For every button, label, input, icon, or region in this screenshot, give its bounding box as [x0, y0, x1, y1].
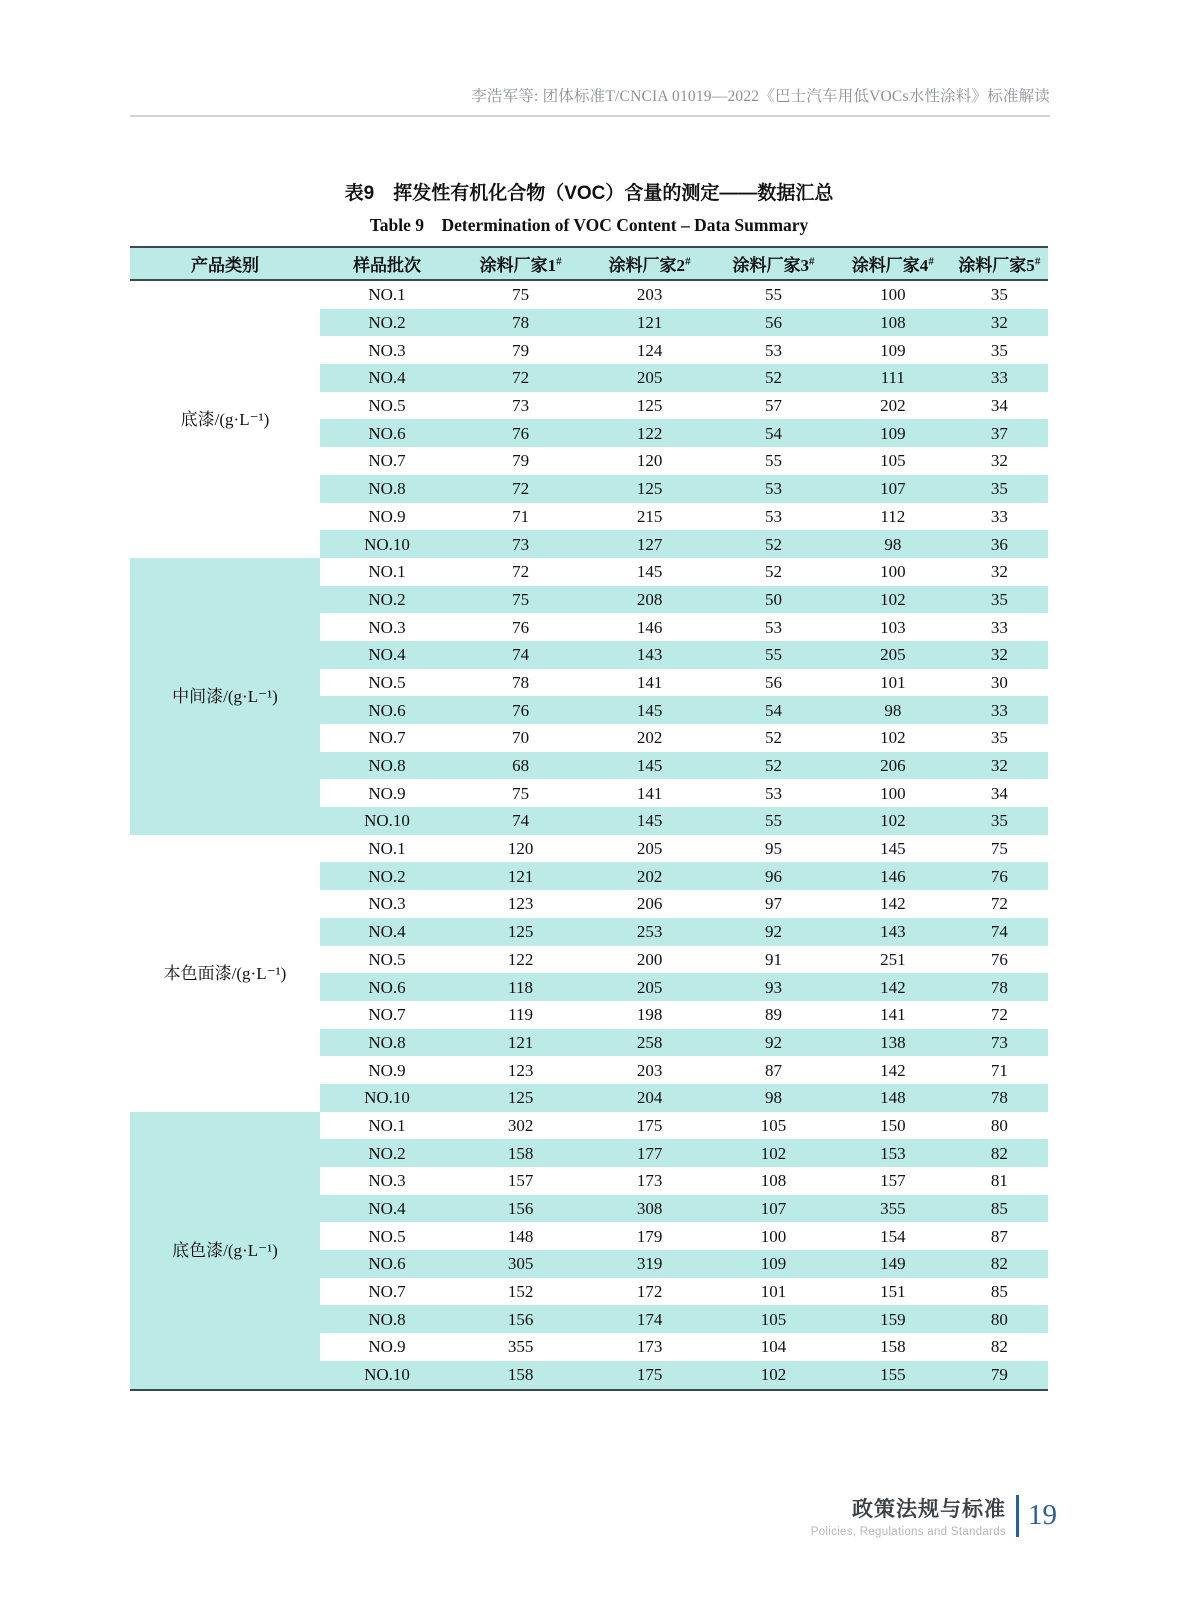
batch-cell: NO.10 [320, 1084, 454, 1112]
value-cell: 101 [760, 1282, 787, 1302]
column-header: 涂料厂家1# [454, 247, 587, 280]
value-cell: 159 [835, 1305, 951, 1333]
value-cell: 55 [764, 451, 782, 471]
value-cell: 121 [587, 309, 712, 337]
value-cell: 173 [636, 1171, 663, 1191]
value-cell: 120 [507, 839, 534, 859]
batch-cell: NO.4 [320, 1195, 454, 1223]
value-cell: 81 [990, 1171, 1008, 1191]
batch-cell: NO.10 [320, 807, 454, 835]
value-cell: 80 [951, 1305, 1048, 1333]
table-row [130, 558, 1048, 586]
value-cell: 198 [636, 1005, 663, 1025]
value-cell: 79 [512, 340, 530, 360]
column-header: 样品批次 [320, 247, 454, 280]
value-cell: 105 [760, 1115, 787, 1135]
value-cell: 85 [990, 1282, 1008, 1302]
value-cell: 100 [880, 783, 906, 803]
batch-cell: NO.5 [368, 396, 406, 416]
value-cell: 111 [835, 364, 951, 392]
batch-cell: NO.2 [320, 309, 454, 337]
value-cell: 107 [835, 475, 951, 503]
batch-cell: NO.5 [368, 1226, 406, 1246]
value-cell: 35 [990, 285, 1008, 305]
value-cell: 149 [835, 1250, 951, 1278]
value-cell: 68 [454, 752, 587, 780]
value-cell: 105 [712, 1305, 835, 1333]
value-cell: 76 [951, 862, 1048, 890]
value-cell: 123 [507, 894, 534, 914]
value-cell: 33 [951, 364, 1048, 392]
value-cell: 32 [951, 641, 1048, 669]
value-cell: 92 [712, 918, 835, 946]
value-cell: 87 [764, 1060, 782, 1080]
value-cell: 109 [712, 1250, 835, 1278]
value-cell: 125 [454, 918, 587, 946]
value-cell: 91 [764, 949, 782, 969]
value-cell: 123 [507, 1060, 534, 1080]
value-cell: 302 [507, 1115, 534, 1135]
value-cell: 74 [454, 641, 587, 669]
value-cell: 158 [454, 1139, 587, 1167]
batch-cell: NO.2 [320, 586, 454, 614]
value-cell: 158 [454, 1361, 587, 1390]
batch-cell: NO.7 [368, 1005, 406, 1025]
batch-cell: NO.8 [320, 752, 454, 780]
batch-cell: NO.9 [368, 1337, 406, 1357]
value-cell: 32 [951, 309, 1048, 337]
value-cell: 253 [587, 918, 712, 946]
category-cell: 底漆/(g·L⁻¹) [130, 280, 320, 558]
value-cell: 52 [764, 562, 782, 582]
value-cell: 73 [512, 396, 530, 416]
batch-cell: NO.7 [368, 1282, 406, 1302]
value-cell: 173 [636, 1337, 663, 1357]
value-cell: 75 [990, 839, 1008, 859]
value-cell: 82 [951, 1139, 1048, 1167]
value-cell: 175 [587, 1361, 712, 1390]
value-cell: 202 [880, 396, 906, 416]
value-cell: 73 [951, 1029, 1048, 1057]
value-cell: 104 [760, 1337, 787, 1357]
value-cell: 52 [712, 530, 835, 558]
value-cell: 146 [835, 862, 951, 890]
table-row [130, 1112, 1048, 1140]
value-cell: 76 [512, 617, 530, 637]
batch-cell: NO.8 [320, 475, 454, 503]
value-cell: 112 [880, 506, 906, 526]
value-cell: 95 [764, 839, 782, 859]
value-cell: 52 [712, 752, 835, 780]
value-cell: 103 [880, 617, 906, 637]
value-cell: 55 [764, 285, 782, 305]
running-title: 李浩军等: 团体标准T/CNCIA 01019—2022《巴士汽车用低VOCs水性涂料》标准解读 [471, 88, 1050, 105]
value-cell: 122 [507, 949, 534, 969]
value-cell: 53 [764, 340, 782, 360]
value-cell: 35 [951, 807, 1048, 835]
value-cell: 151 [880, 1282, 906, 1302]
value-cell: 200 [636, 949, 663, 969]
value-cell: 202 [636, 728, 663, 748]
value-cell: 125 [636, 396, 663, 416]
value-cell: 215 [636, 506, 663, 526]
value-cell: 78 [512, 672, 530, 692]
batch-cell: NO.5 [368, 949, 406, 969]
value-cell: 157 [507, 1171, 534, 1191]
value-cell: 102 [835, 807, 951, 835]
value-cell: 33 [990, 506, 1008, 526]
value-cell: 85 [951, 1195, 1048, 1223]
value-cell: 70 [512, 728, 530, 748]
footer-section-cn: 政策法规与标准 [852, 1498, 1006, 1521]
footer-section [811, 1493, 1006, 1538]
page-number: 19 [1028, 1499, 1057, 1531]
batch-cell: NO.2 [320, 1139, 454, 1167]
value-cell: 76 [454, 419, 587, 447]
value-cell: 204 [587, 1084, 712, 1112]
value-cell: 150 [880, 1115, 906, 1135]
value-cell: 78 [951, 1084, 1048, 1112]
value-cell: 34 [990, 396, 1008, 416]
value-cell: 155 [835, 1361, 951, 1390]
value-cell: 35 [951, 475, 1048, 503]
value-cell: 33 [990, 617, 1008, 637]
value-cell: 35 [951, 586, 1048, 614]
value-cell: 102 [835, 586, 951, 614]
value-cell: 71 [512, 506, 530, 526]
value-cell: 52 [712, 364, 835, 392]
batch-cell: NO.4 [320, 364, 454, 392]
batch-cell: NO.1 [368, 285, 406, 305]
batch-cell: NO.2 [320, 862, 454, 890]
value-cell: 142 [835, 973, 951, 1001]
value-cell: 50 [712, 586, 835, 614]
value-cell: 82 [990, 1337, 1008, 1357]
value-cell: 154 [880, 1226, 906, 1246]
value-cell: 54 [712, 696, 835, 724]
value-cell: 174 [587, 1305, 712, 1333]
value-cell: 141 [636, 672, 663, 692]
value-cell: 53 [764, 506, 782, 526]
value-cell: 93 [712, 973, 835, 1001]
main-content [130, 178, 1048, 1391]
value-cell: 74 [454, 807, 587, 835]
value-cell: 101 [880, 672, 906, 692]
value-cell: 148 [835, 1084, 951, 1112]
footer-section-en: Policies, Regulations and Standards [810, 1526, 1006, 1538]
category-cell: 本色面漆/(g·L⁻¹) [130, 835, 320, 1112]
value-cell: 78 [951, 973, 1048, 1001]
value-cell: 57 [764, 396, 782, 416]
value-cell: 56 [764, 672, 782, 692]
value-cell: 80 [990, 1115, 1008, 1135]
value-cell: 205 [587, 973, 712, 1001]
value-cell: 56 [712, 309, 835, 337]
value-cell: 102 [880, 728, 906, 748]
batch-cell: NO.6 [320, 973, 454, 1001]
value-cell: 73 [454, 530, 587, 558]
batch-cell: NO.1 [368, 1115, 406, 1135]
value-cell: 141 [880, 1005, 906, 1025]
value-cell: 102 [712, 1139, 835, 1167]
value-cell: 142 [880, 1060, 906, 1080]
value-cell: 79 [512, 451, 530, 471]
value-cell: 32 [951, 752, 1048, 780]
page-footer [811, 1493, 1057, 1538]
value-cell: 78 [454, 309, 587, 337]
value-cell: 35 [990, 728, 1008, 748]
value-cell: 145 [636, 562, 663, 582]
value-cell: 109 [880, 340, 906, 360]
batch-cell: NO.9 [368, 783, 406, 803]
batch-cell: NO.9 [368, 506, 406, 526]
value-cell: 52 [764, 728, 782, 748]
table-title-cn: 表9 挥发性有机化合物（VOC）含量的测定——数据汇总 [344, 183, 834, 204]
value-cell: 355 [835, 1195, 951, 1223]
value-cell: 142 [880, 894, 906, 914]
value-cell: 152 [507, 1282, 534, 1302]
batch-cell: NO.10 [320, 1361, 454, 1390]
batch-cell: NO.8 [320, 1029, 454, 1057]
value-cell: 55 [712, 641, 835, 669]
column-header: 涂料厂家3# [712, 247, 835, 280]
value-cell: 92 [712, 1029, 835, 1057]
batch-cell: NO.7 [368, 451, 406, 471]
value-cell: 108 [760, 1171, 787, 1191]
value-cell: 156 [454, 1195, 587, 1223]
value-cell: 157 [880, 1171, 906, 1191]
value-cell: 54 [712, 419, 835, 447]
value-cell: 75 [512, 783, 530, 803]
value-cell: 76 [454, 696, 587, 724]
value-cell: 145 [587, 807, 712, 835]
batch-cell: NO.8 [320, 1305, 454, 1333]
value-cell: 33 [951, 696, 1048, 724]
value-cell: 87 [990, 1226, 1008, 1246]
value-cell: 72 [990, 894, 1008, 914]
value-cell: 120 [636, 451, 663, 471]
value-cell: 206 [636, 894, 663, 914]
value-cell: 203 [636, 285, 663, 305]
table-row [130, 835, 1048, 863]
value-cell: 206 [835, 752, 951, 780]
batch-cell: NO.5 [368, 672, 406, 692]
batch-cell: NO.9 [368, 1060, 406, 1080]
value-cell: 158 [880, 1337, 906, 1357]
value-cell: 96 [712, 862, 835, 890]
value-cell: 145 [587, 752, 712, 780]
value-cell: 148 [507, 1226, 534, 1246]
value-cell: 98 [712, 1084, 835, 1112]
value-cell: 258 [587, 1029, 712, 1057]
value-cell: 146 [636, 617, 663, 637]
batch-cell: NO.7 [368, 728, 406, 748]
batch-cell: NO.3 [368, 1171, 406, 1191]
value-cell: 205 [587, 364, 712, 392]
value-cell: 53 [764, 783, 782, 803]
batch-cell: NO.3 [368, 894, 406, 914]
value-cell: 124 [636, 340, 663, 360]
value-cell: 105 [880, 451, 906, 471]
value-cell: 138 [835, 1029, 951, 1057]
value-cell: 305 [454, 1250, 587, 1278]
value-cell: 127 [587, 530, 712, 558]
value-cell: 100 [880, 562, 906, 582]
value-cell: 76 [990, 949, 1008, 969]
value-cell: 100 [880, 285, 906, 305]
value-cell: 107 [712, 1195, 835, 1223]
value-cell: 108 [835, 309, 951, 337]
value-cell: 74 [951, 918, 1048, 946]
value-cell: 153 [835, 1139, 951, 1167]
value-cell: 72 [990, 1005, 1008, 1025]
value-cell: 72 [454, 475, 587, 503]
value-cell: 71 [990, 1060, 1008, 1080]
value-cell: 89 [764, 1005, 782, 1025]
table-title-en: Table 9 Determination of VOC Content – Data Summary [369, 215, 809, 235]
value-cell: 109 [835, 419, 951, 447]
value-cell: 30 [990, 672, 1008, 692]
batch-cell: NO.4 [320, 641, 454, 669]
value-cell: 53 [712, 475, 835, 503]
column-header: 涂料厂家2# [587, 247, 712, 280]
footer-divider [1016, 1495, 1019, 1537]
value-cell: 82 [951, 1250, 1048, 1278]
category-cell: 底色漆/(g·L⁻¹) [130, 1112, 320, 1390]
value-cell: 75 [454, 586, 587, 614]
value-cell: 37 [951, 419, 1048, 447]
value-cell: 32 [990, 451, 1008, 471]
value-cell: 32 [990, 562, 1008, 582]
batch-cell: NO.6 [320, 696, 454, 724]
value-cell: 319 [587, 1250, 712, 1278]
value-cell: 121 [454, 1029, 587, 1057]
table-body [130, 280, 1048, 1390]
value-cell: 100 [760, 1226, 787, 1246]
value-cell: 119 [508, 1005, 534, 1025]
table-row [130, 280, 1048, 309]
batch-cell: NO.1 [368, 562, 406, 582]
value-cell: 98 [835, 530, 951, 558]
value-cell: 72 [512, 562, 530, 582]
value-cell: 251 [880, 949, 906, 969]
value-cell: 179 [636, 1226, 663, 1246]
column-header: 涂料厂家5# [951, 247, 1048, 280]
batch-cell: NO.1 [368, 839, 406, 859]
batch-cell: NO.4 [320, 918, 454, 946]
value-cell: 205 [636, 839, 663, 859]
batch-cell: NO.6 [320, 419, 454, 447]
value-cell: 35 [990, 340, 1008, 360]
value-cell: 97 [764, 894, 782, 914]
value-cell: 202 [587, 862, 712, 890]
value-cell: 308 [587, 1195, 712, 1223]
value-cell: 98 [835, 696, 951, 724]
voc-table [130, 246, 1048, 1391]
value-cell: 355 [507, 1337, 534, 1357]
value-cell: 79 [951, 1361, 1048, 1390]
value-cell: 125 [587, 475, 712, 503]
value-cell: 172 [636, 1282, 663, 1302]
value-cell: 55 [712, 807, 835, 835]
value-cell: 72 [454, 364, 587, 392]
value-cell: 75 [512, 285, 530, 305]
value-cell: 203 [636, 1060, 663, 1080]
batch-cell: NO.6 [320, 1250, 454, 1278]
value-cell: 53 [764, 617, 782, 637]
category-cell: 中间漆/(g·L⁻¹) [130, 558, 320, 835]
batch-cell: NO.3 [368, 617, 406, 637]
batch-cell: NO.3 [368, 340, 406, 360]
value-cell: 145 [880, 839, 906, 859]
value-cell: 36 [951, 530, 1048, 558]
batch-cell: NO.10 [320, 530, 454, 558]
value-cell: 143 [835, 918, 951, 946]
value-cell: 208 [587, 586, 712, 614]
value-cell: 102 [712, 1361, 835, 1390]
value-cell: 125 [454, 1084, 587, 1112]
table-head [130, 247, 1048, 280]
page-header [130, 84, 1050, 117]
table-head-row [130, 247, 1048, 280]
value-cell: 141 [636, 783, 663, 803]
value-cell: 34 [990, 783, 1008, 803]
value-cell: 118 [454, 973, 587, 1001]
value-cell: 122 [587, 419, 712, 447]
value-cell: 177 [587, 1139, 712, 1167]
value-cell: 205 [835, 641, 951, 669]
value-cell: 143 [587, 641, 712, 669]
column-header: 涂料厂家4# [835, 247, 951, 280]
value-cell: 175 [636, 1115, 663, 1135]
value-cell: 156 [454, 1305, 587, 1333]
value-cell: 121 [454, 862, 587, 890]
value-cell: 145 [587, 696, 712, 724]
column-header: 产品类别 [130, 247, 320, 280]
